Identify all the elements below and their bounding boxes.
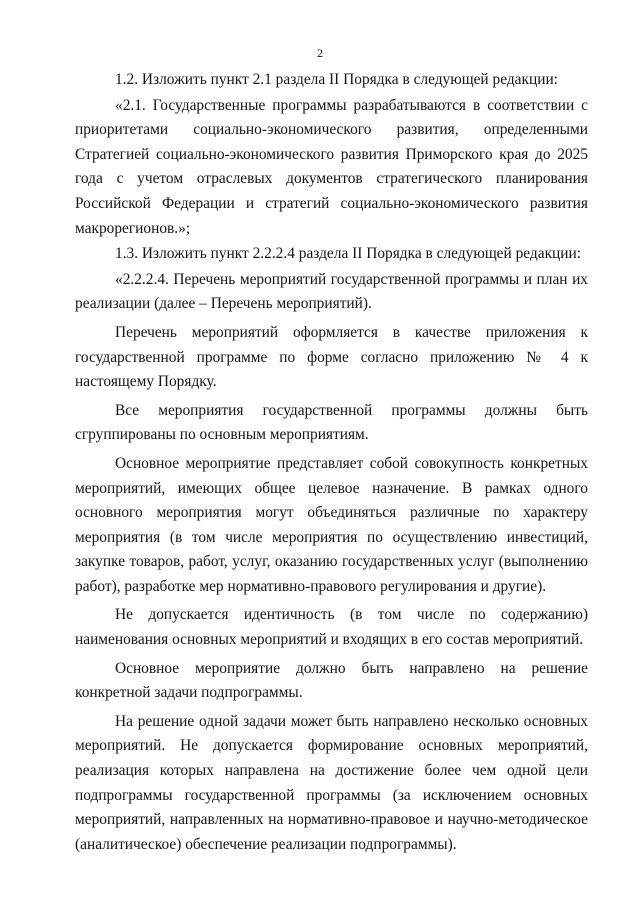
paragraph-1-3: 1.3. Изложить пункт 2.2.2.4 раздела II Порядка в следующей редакции: [115, 245, 582, 263]
page-number: 2 [317, 46, 323, 60]
paragraph-perechen: Перечень мероприятий оформляется в качестве приложения к государственной программе по форме согласно приложению № 4 к настоящему Порядку. [75, 323, 588, 391]
paragraph-2-2-2-4-quote: «2.2.2.4. Перечень мероприятий государственной программы и план их реализации (далее – Перечень мероприятий). [75, 270, 588, 313]
paragraph-all-measures: Все мероприятия государственной программы должны быть сгруппированы по основным мероприятиям. [75, 401, 588, 444]
paragraph-no-identity: Не допускается идентичность (в том числе по содержанию) наименования основных мероприятий и входящих в его состав мероприятий. [75, 606, 588, 649]
paragraph-2-1-quote: «2.1. Государственные программы разрабатываются в соответствии с приоритетами социально-экономического развития, определенными Стратегией социально-экономического развития Приморского края до 2025 года с учетом отраслевых документов стратегического планирования Российской Федерации и стратегий социально-экономического развития макрорегионов.»; [75, 96, 588, 237]
paragraph-1-2: 1.2. Изложить пункт 2.1 раздела II Порядка в следующей редакции: [115, 71, 558, 88]
document-body [75, 68, 588, 857]
paragraph-main-measure-definition: Основное мероприятие представляет собой совокупность конкретных мероприятий, имеющих общее целевое назначение. В рамках одного основного мероприятия могут объединяться различные по характеру мероприятия (в том числе мероприятия по осуществлению инвестиций, закупке товаров, работ, услуг, оказанию государственных услуг (выполнению работ), разработке мер нормативно-правового регулирования и другие). [75, 454, 588, 595]
paragraph-one-task: На решение одной задачи может быть направлено несколько основных мероприятий. Не допускается формирование основных мероприятий, реализация которых направлена на достижение более чем одной цели подпрограммы государственной программы (за исключением основных мероприятий, направленных на нормативно-правовое и научно-методическое (аналитическое) обеспечение реализации подпрограммы). [75, 712, 588, 853]
paragraph-task-direction: Основное мероприятие должно быть направлено на решение конкретной задачи подпрограммы. [75, 659, 588, 702]
